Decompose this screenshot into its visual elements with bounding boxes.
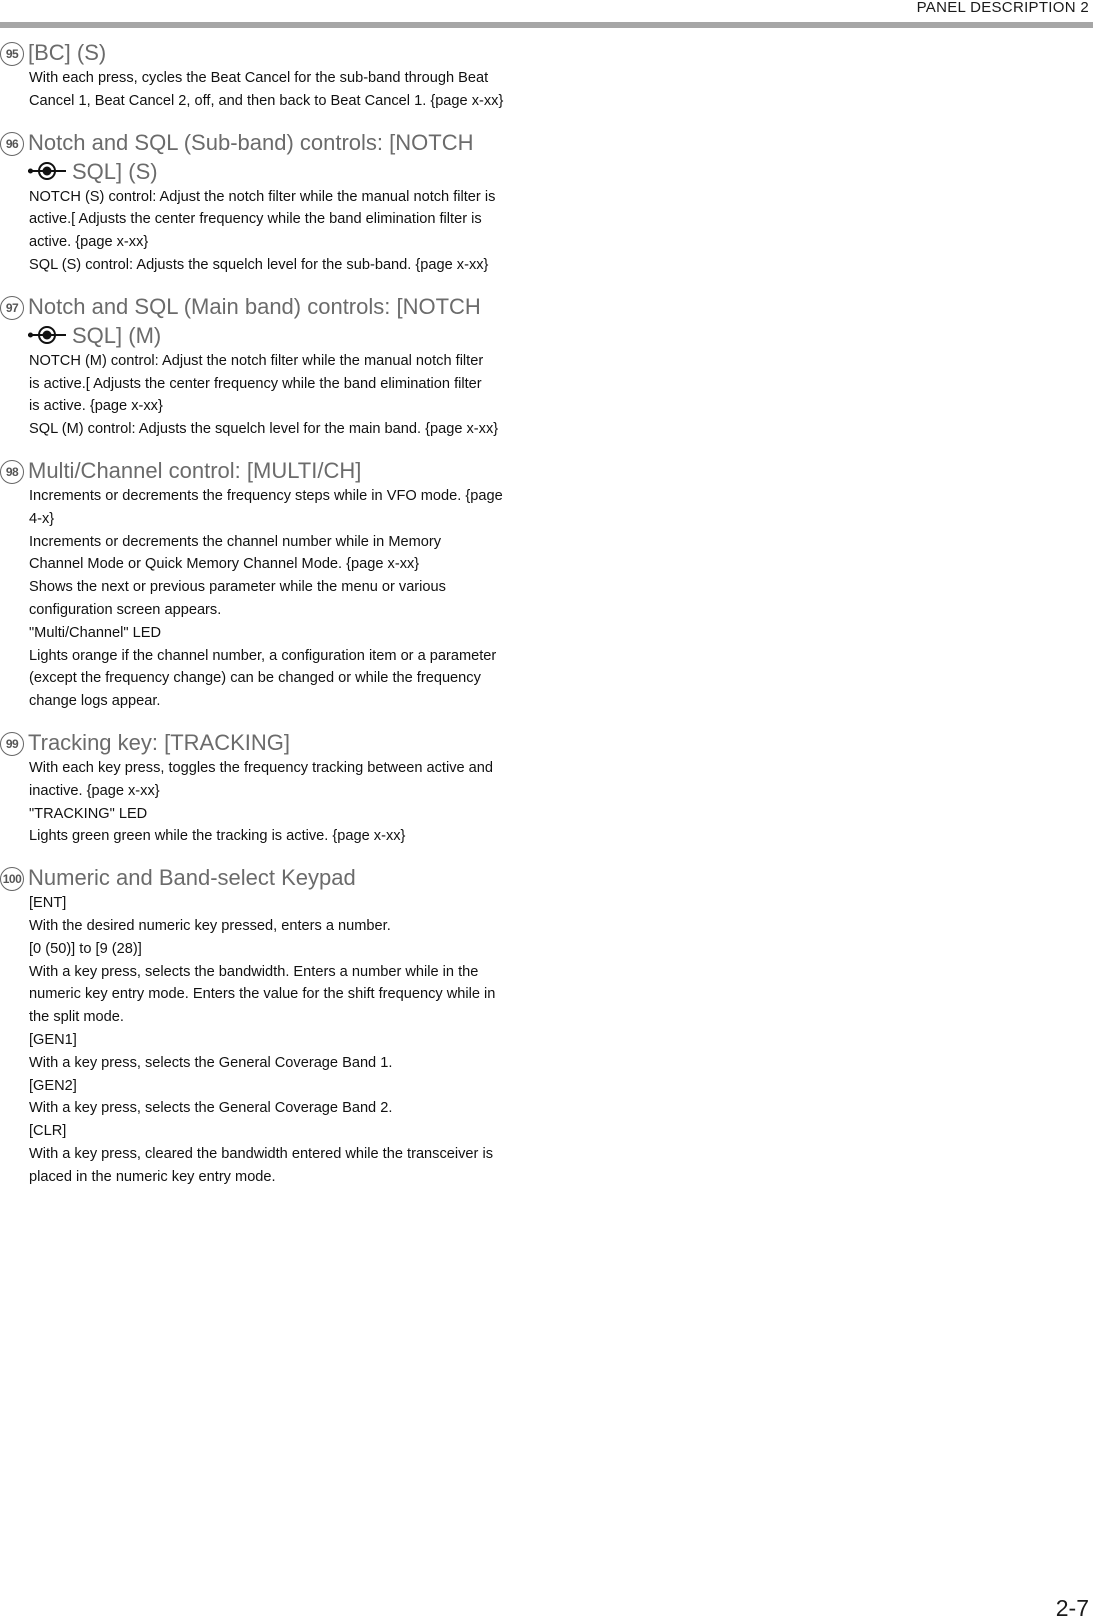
section-100 <box>0 863 560 1188</box>
body-line: Channel Mode or Quick Memory Channel Mode. {page x-xx} <box>29 556 420 573</box>
knob-dual-control-icon <box>28 325 66 345</box>
item-number-badge: 99 <box>0 732 24 756</box>
body-line: 4-x} <box>29 510 55 527</box>
body-line: [GEN2] <box>29 1077 77 1094</box>
body-line: inactive. {page x-xx} <box>29 782 160 799</box>
section-95 <box>0 38 560 113</box>
body-line: Lights green green while the tracking is active. {page x-xx} <box>29 828 406 845</box>
body-line: [CLR] <box>29 1123 67 1140</box>
body-line: configuration screen appears. <box>29 601 222 618</box>
body-line: With a key press, selects the General Coverage Band 1. <box>29 1054 393 1071</box>
section-98 <box>0 456 560 713</box>
body-line: SQL (M) control: Adjusts the squelch level for the main band. {page x-xx} <box>29 421 499 438</box>
body-line: With the desired numeric key pressed, enters a number. <box>29 917 391 934</box>
section-96 <box>0 128 560 277</box>
body-line: SQL (S) control: Adjusts the squelch level for the sub-band. {page x-xx} <box>29 256 489 273</box>
section-heading: Notch and SQL (Main band) controls: [NOTCH <box>28 293 481 319</box>
body-line: With a key press, cleared the bandwidth entered while the transceiver is <box>29 1145 493 1162</box>
section-heading: [BC] (S) <box>28 40 107 65</box>
body-line: (except the frequency change) can be changed or while the frequency <box>29 670 481 687</box>
body-line: is active.[ Adjusts the center frequency while the band elimination filter <box>29 375 482 392</box>
body-line: With each key press, toggles the frequency tracking between active and <box>29 759 494 776</box>
body-line: Cancel 1, Beat Cancel 2, off, and then back to Beat Cancel 1. {page x-xx} <box>29 92 504 109</box>
body-line: active. {page x-xx} <box>29 234 149 251</box>
body-line: the split mode. <box>29 1009 124 1026</box>
body-line: NOTCH (M) control: Adjust the notch filter while the manual notch filter <box>29 352 484 369</box>
body-line: NOTCH (S) control: Adjust the notch filter while the manual notch filter is <box>29 188 496 205</box>
item-number-badge: 98 <box>0 460 24 484</box>
body-line: Increments or decrements the channel number while in Memory <box>29 533 442 550</box>
body-line: placed in the numeric key entry mode. <box>29 1168 276 1185</box>
knob-dual-control-icon <box>28 161 66 181</box>
section-heading: Numeric and Band-select Keypad <box>28 865 356 891</box>
body-line: With a key press, selects the General Coverage Band 2. <box>29 1100 393 1117</box>
body-line: With a key press, selects the bandwidth. Enters a number while in the <box>29 963 479 980</box>
page-number: 2-7 <box>1055 1595 1089 1621</box>
body-line: "TRACKING" LED <box>29 805 148 822</box>
section-99 <box>0 728 560 848</box>
section-heading: Notch and SQL (Sub-band) controls: [NOTCH <box>28 129 474 155</box>
item-number-badge: 100 <box>0 867 24 891</box>
item-number-badge: 95 <box>0 42 24 66</box>
body-line: [GEN1] <box>29 1031 77 1048</box>
body-line: [ENT] <box>29 895 67 912</box>
section-heading-suffix: SQL] (M) <box>72 322 162 348</box>
body-line: Shows the next or previous parameter while the menu or various <box>29 579 446 596</box>
item-number-badge: 96 <box>0 132 24 156</box>
section-heading: Multi/Channel control: [MULTI/CH] <box>28 457 362 483</box>
body-line: is active. {page x-xx} <box>29 398 163 415</box>
item-number-badge: 97 <box>0 296 24 320</box>
body-line: "Multi/Channel" LED <box>29 624 162 641</box>
section-heading-suffix: SQL] (S) <box>72 158 158 184</box>
body-line: Increments or decrements the frequency steps while in VFO mode. {page <box>29 487 503 504</box>
section-heading: Tracking key: [TRACKING] <box>28 729 291 755</box>
header-rule <box>0 22 1093 28</box>
section-heading-continued <box>28 157 473 186</box>
body-line: numeric key entry mode. Enters the value for the shift frequency while in <box>29 986 496 1003</box>
body-line: [0 (50)] to [9 (28)] <box>29 940 142 957</box>
section-97 <box>0 292 560 441</box>
panel-description-sections <box>0 38 560 1203</box>
section-heading-continued <box>28 321 481 350</box>
body-line: With each press, cycles the Beat Cancel for the sub-band through Beat <box>29 70 489 86</box>
running-header: PANEL DESCRIPTION 2 <box>916 0 1089 16</box>
body-line: change logs appear. <box>29 693 161 710</box>
body-line: Lights orange if the channel number, a configuration item or a parameter <box>29 647 497 664</box>
body-line: active.[ Adjusts the center frequency while the band elimination filter is <box>29 211 482 228</box>
